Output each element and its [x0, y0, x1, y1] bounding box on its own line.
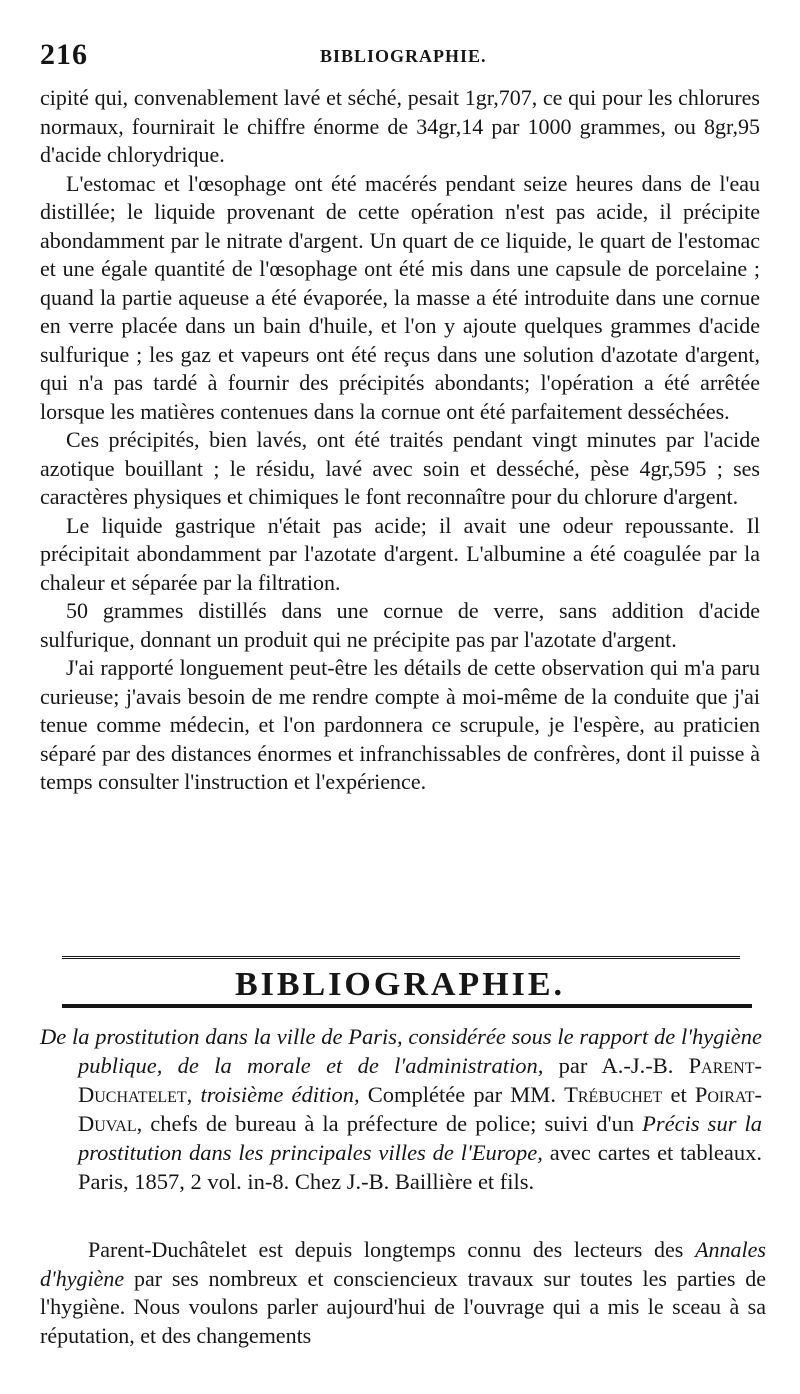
by-text: par A.-J.-B. [543, 1053, 689, 1078]
editor-name: Poirat-Duval, [78, 1082, 762, 1136]
paragraph: cipité qui, convenablement lavé et séché, pesait 1gr,707, ce qui pour les chlorures normaux, fournirait le chiffre énorme de 34gr,14 par 1000 grammes, ou 8gr,95 d'acide chlorydrique. [40, 85, 760, 167]
review-text [40, 1236, 766, 1350]
body-text [40, 84, 760, 797]
edition-text: troisième édition, [192, 1082, 360, 1107]
completed-by-text: Complétée par MM. [359, 1082, 565, 1107]
role-text: chefs de bureau à la préfecture de police; suivi d'un [142, 1111, 643, 1136]
bibliography-entry [40, 1022, 762, 1196]
review-end: par ses nombreux et consciencieux travaux sur toutes les parties de l'hygiène. Nous voulons parler aujourd'hui de l'ouvrage qui a mis le sceau à sa réputation, et des changements [40, 1265, 766, 1348]
paragraph: 50 grammes distillés dans une cornue de verre, sans addition d'acide sulfurique, donnant un produit qui ne précipite pas par l'azotate d'argent. [40, 598, 760, 652]
appendix-title: Précis sur la prostitution dans les principales villes de l'Europe, [78, 1111, 762, 1165]
paragraph: J'ai rapporté longuement peut-être les détails de cette observation qui m'a paru curieuse; j'avais besoin de me rendre compte à moi-même de la conduite que j'ai tenue comme médecin, et l'on pardonnera ce scrupule, je l'espère, au praticien séparé par des distances énormes et infranchissables de confrères, dont il puisse à temps consulter l'instruction et l'expérience. [40, 655, 760, 794]
paragraph: L'estomac et l'œsophage ont été macérés pendant seize heures dans de l'eau distillée; le liquide provenant de cette opération n'est pas acide, il précipite abondamment par le nitrate d'argent. Un quart de ce liquide, le quart de l'estomac et une égale quantité de l'œsophage ont été mis dans une capsule de porcelaine ; quand la partie aqueuse a été évaporée, la masse a été introduite dans une cornue en verre placée dans un bain d'huile, et l'on y ajoute quelques grammes d'acide sulfurique ; les gaz et vapeurs ont été reçus dans une solution d'azotate d'argent, qui n'a pas tardé à fournir des précipités abondants; l'opération a été arrêtée lorsque les matières contenues dans la cornue ont été parfaitement desséchées. [40, 170, 760, 424]
and-text: et [662, 1082, 695, 1107]
section-title: BIBLIOGRAPHIE. [234, 966, 566, 1003]
journal-title: Annales d'hygiène [40, 1237, 766, 1291]
paragraph: Le liquide gastrique n'était pas acide; il avait une odeur repoussante. Il précipitait abondamment par l'azotate d'argent. L'albumine a été coagulée par la chaleur et séparée par la filtration. [40, 512, 760, 595]
running-head: BIBLIOGRAPHIE. [320, 46, 487, 66]
page-header [40, 38, 760, 78]
editor-name: Trébuchet [564, 1082, 663, 1107]
author-name: Parent-Duchatelet, [78, 1053, 762, 1107]
rule-divider [62, 1004, 752, 1010]
page-number: 216 [40, 38, 88, 71]
citation [40, 1022, 762, 1196]
paragraph [40, 1236, 766, 1350]
imprint-text: avec cartes et tableaux. Paris, 1857, 2 vol. in-8. Chez J.-B. Baillière et fils. [78, 1140, 762, 1194]
review-start: Parent-Duchâtelet est depuis longtemps connu des lecteurs des [88, 1237, 696, 1262]
paragraph: Ces précipités, bien lavés, ont été traités pendant vingt minutes par l'acide azotique bouillant ; le résidu, lavé avec soin et desséché, pèse 4gr,595 ; ses caractères physiques et chimiques le font reconnaître pour du chlorure d'argent. [40, 427, 760, 509]
book-title: De la prostitution dans la ville de Paris, considérée sous le rapport de l'hygiène publique, de la morale et de l'administration, [40, 1024, 762, 1078]
double-rule-divider [62, 956, 740, 963]
